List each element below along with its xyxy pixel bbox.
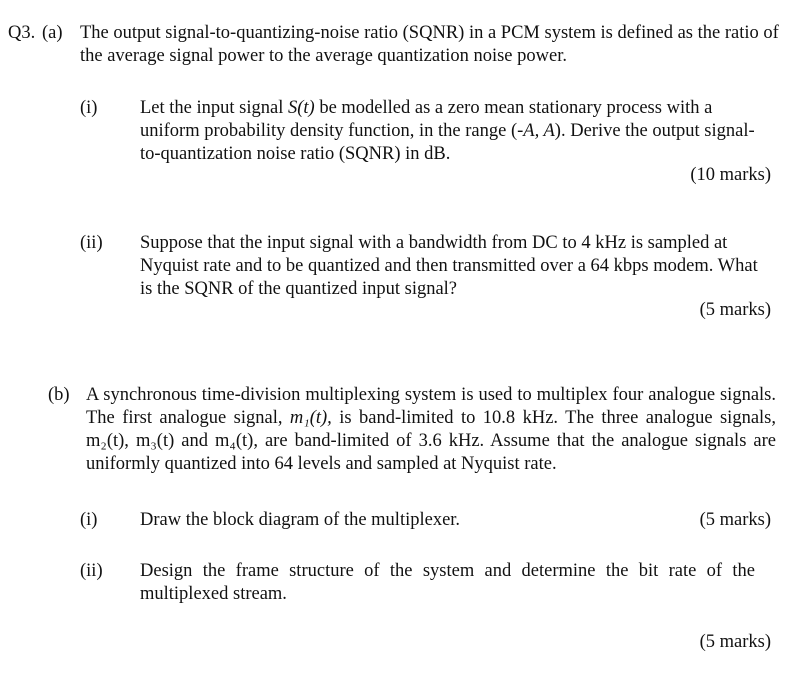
part-b-item-i-marks: (5 marks) xyxy=(699,510,771,530)
part-a-item-i-range: -A, A xyxy=(517,121,555,141)
part-a-item-ii-marks: (5 marks) xyxy=(699,300,771,320)
part-b-item-ii-label: (ii) xyxy=(80,561,103,581)
part-a-label: (a) xyxy=(42,23,63,43)
part-b-item-i-text: Draw the block diagram of the multiplexer. xyxy=(140,510,461,530)
part-a-text: The output signal-to-quantizing-noise ratio (SQNR) in a PCM system is defined as the ratio of the average signal power to the average quantization noise power. xyxy=(80,23,779,66)
part-b-text-start: A synchronous time-division multiplexing system is used to multiplex four analogue signals. The first analogue signal, xyxy=(86,385,776,428)
part-a-item-ii-label: (ii) xyxy=(80,233,103,253)
part-b-signal: m₁(t), xyxy=(289,408,332,428)
part-a-item-i-signal: S(t) xyxy=(287,98,315,118)
part-a-item-i-text xyxy=(140,97,770,166)
part-a-item-i-marks: (10 marks) xyxy=(690,165,771,185)
part-b-item-ii-marks: (5 marks) xyxy=(699,632,771,652)
part-b-label: (b) xyxy=(48,385,70,405)
part-a-item-i-text-start: Let the input signal xyxy=(140,98,288,118)
part-a-item-ii-text: Suppose that the input signal with a bandwidth from DC to 4 kHz is sampled at Nyquist rate and to be quantized and then transmitted over a 64 kbps modem. What is the SQNR of the quantized input signal? xyxy=(140,233,758,299)
part-b-item-i-label: (i) xyxy=(80,510,98,530)
part-a-item-i-label: (i) xyxy=(80,98,98,118)
part-a-item-i-text-end: ). Derive the output signal-to-quantization noise ratio (SQNR) in dB. xyxy=(140,121,755,164)
question-number: Q3. xyxy=(8,23,36,43)
part-b-text xyxy=(86,384,776,476)
part-a-item-i-text-mid: be modelled as a zero mean stationary process with a uniform probability density function, in the range ( xyxy=(140,98,713,141)
part-b-item-ii-text: Design the frame structure of the system and determine the bit rate of the multiplexed stream. xyxy=(140,561,755,604)
part-b-text-end: is band-limited to 10.8 kHz. The three analogue signals, m₂(t), m₃(t) and m₄(t), are band-limited of 3.6 kHz. Assume that the analogue signals are uniformly quantized into 64 levels and sampled at Nyquist rate. xyxy=(86,408,776,474)
